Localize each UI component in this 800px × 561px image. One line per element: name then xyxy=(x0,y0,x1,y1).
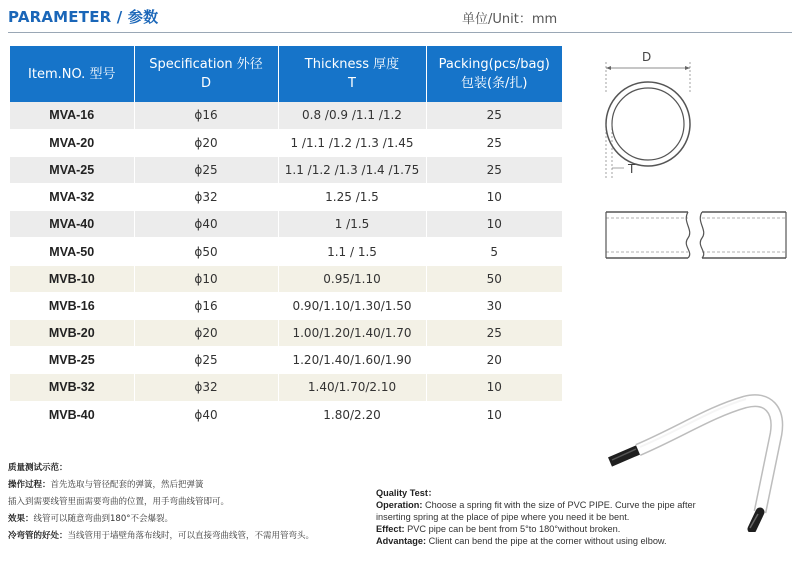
table-row xyxy=(10,184,562,211)
item-no-cell: MVB-40 xyxy=(10,401,134,428)
dimension-d-marker xyxy=(606,50,690,92)
unit-label: 单位/Unit：mm xyxy=(462,12,558,27)
thickness-cell: 1.00/1.20/1.40/1.70 xyxy=(278,320,426,347)
item-no-cell: MVB-25 xyxy=(10,347,134,374)
parameter-table xyxy=(10,46,562,429)
item-no-cell: MVB-10 xyxy=(10,265,134,292)
thickness-cell: 1 /1.1 /1.2 /1.3 /1.45 xyxy=(278,129,426,156)
en-notes-title: Quality Test： xyxy=(376,488,438,498)
table-row xyxy=(10,129,562,156)
item-no-cell: MVB-20 xyxy=(10,320,134,347)
table-row xyxy=(10,211,562,238)
spring-end-right xyxy=(750,512,760,529)
item-no-cell: MVA-32 xyxy=(10,184,134,211)
spec-cell: ϕ32 xyxy=(134,184,278,211)
header-packing: Packing(pcs/bag) 包装(条/扎) xyxy=(426,46,562,102)
packing-cell: 20 xyxy=(426,347,562,374)
dimension-t-label: T xyxy=(628,162,636,176)
cn-cold-bend-text: 当线管用于墙壁角落布线时，可以直接弯曲线管，不需用管弯头。 xyxy=(67,531,315,541)
pipe-side-view xyxy=(606,212,786,258)
dimension-d-label: D xyxy=(642,50,652,64)
thickness-cell: 1.80/2.20 xyxy=(278,401,426,428)
cn-operation-label: 操作过程： xyxy=(8,480,51,490)
item-no-cell: MVA-16 xyxy=(10,102,134,129)
table-row xyxy=(10,156,562,183)
en-effect-label: Effect: xyxy=(376,524,405,534)
item-no-cell: MVB-16 xyxy=(10,292,134,319)
cn-effect-label: 效果： xyxy=(8,514,34,524)
item-no-cell: MVA-50 xyxy=(10,238,134,265)
packing-cell: 10 xyxy=(426,184,562,211)
thickness-cell: 1.20/1.40/1.60/1.90 xyxy=(278,347,426,374)
spec-cell: ϕ16 xyxy=(134,102,278,129)
spec-cell: ϕ25 xyxy=(134,156,278,183)
quality-test-notes-en xyxy=(376,487,716,547)
thickness-cell: 0.8 /0.9 /1.1 /1.2 xyxy=(278,102,426,129)
en-advantage-label: Advantage: xyxy=(376,536,427,546)
packing-cell: 10 xyxy=(426,211,562,238)
header-item-no: Item.NO. 型号 xyxy=(10,46,134,102)
thickness-cell: 0.90/1.10/1.30/1.50 xyxy=(278,292,426,319)
thickness-cell: 1 /1.5 xyxy=(278,211,426,238)
en-operation-text: Choose a spring fit with the size of PVC PIPE. Curve the pipe after xyxy=(425,500,696,510)
cn-effect-text: 线管可以随意弯曲到180°不会爆裂。 xyxy=(33,514,173,524)
item-no-cell: MVB-32 xyxy=(10,374,134,401)
packing-cell: 10 xyxy=(426,374,562,401)
en-effect-text: PVC pipe can be bent from 5°to 180°without broken. xyxy=(407,524,621,534)
table-row xyxy=(10,238,562,265)
thickness-cell: 1.40/1.70/2.10 xyxy=(278,374,426,401)
spec-cell: ϕ10 xyxy=(134,265,278,292)
packing-cell: 25 xyxy=(426,320,562,347)
spec-cell: ϕ16 xyxy=(134,292,278,319)
table-row xyxy=(10,374,562,401)
packing-cell: 10 xyxy=(426,401,562,428)
packing-cell: 25 xyxy=(426,129,562,156)
spec-cell: ϕ40 xyxy=(134,401,278,428)
thickness-cell: 1.1 /1.2 /1.3 /1.4 /1.75 xyxy=(278,156,426,183)
cn-notes-title: 质量测试示范： xyxy=(8,463,68,473)
header-divider xyxy=(8,32,792,33)
cn-operation-text-continued: 插入到需要线管里面需要弯曲的位置，用手弯曲线管即可。 xyxy=(8,497,230,507)
spec-cell: ϕ25 xyxy=(134,347,278,374)
item-no-cell: MVA-40 xyxy=(10,211,134,238)
table-row xyxy=(10,347,562,374)
spec-cell: ϕ20 xyxy=(134,320,278,347)
table-row xyxy=(10,401,562,428)
table-header-row xyxy=(10,46,562,102)
header-specification: Specification 外径 D xyxy=(134,46,278,102)
spec-cell: ϕ40 xyxy=(134,211,278,238)
en-operation-text-continued: inserting spring at the place of pipe where you need it be bent. xyxy=(376,512,630,522)
packing-cell: 30 xyxy=(426,292,562,319)
cn-cold-bend-label: 冷弯管的好处： xyxy=(8,531,68,541)
table-row xyxy=(10,320,562,347)
item-no-cell: MVA-25 xyxy=(10,156,134,183)
thickness-cell: 1.1 / 1.5 xyxy=(278,238,426,265)
packing-cell: 25 xyxy=(426,156,562,183)
spec-cell: ϕ50 xyxy=(134,238,278,265)
thickness-cell: 0.95/1.10 xyxy=(278,265,426,292)
quality-test-notes-cn xyxy=(8,460,373,545)
packing-cell: 5 xyxy=(426,238,562,265)
table-row xyxy=(10,265,562,292)
cn-operation-text: 首先选取与管径配套的弹簧，然后把弹簧 xyxy=(50,480,204,490)
item-no-cell: MVA-20 xyxy=(10,129,134,156)
packing-cell: 50 xyxy=(426,265,562,292)
spring-end-left xyxy=(610,449,638,462)
packing-cell: 25 xyxy=(426,102,562,129)
spec-cell: ϕ20 xyxy=(134,129,278,156)
header-thickness: Thickness 厚度 T xyxy=(278,46,426,102)
en-operation-label: Operation: xyxy=(376,500,423,510)
dimension-t-marker xyxy=(606,124,636,178)
pipe-dimension-diagram xyxy=(592,40,798,280)
page-title: PARAMETER / 参数 xyxy=(8,8,159,26)
pipe-cross-section xyxy=(606,82,690,166)
spec-cell: ϕ32 xyxy=(134,374,278,401)
en-advantage-text: Client can bend the pipe at the corner without using elbow. xyxy=(428,536,667,546)
table-row xyxy=(10,292,562,319)
table-row xyxy=(10,102,562,129)
thickness-cell: 1.25 /1.5 xyxy=(278,184,426,211)
